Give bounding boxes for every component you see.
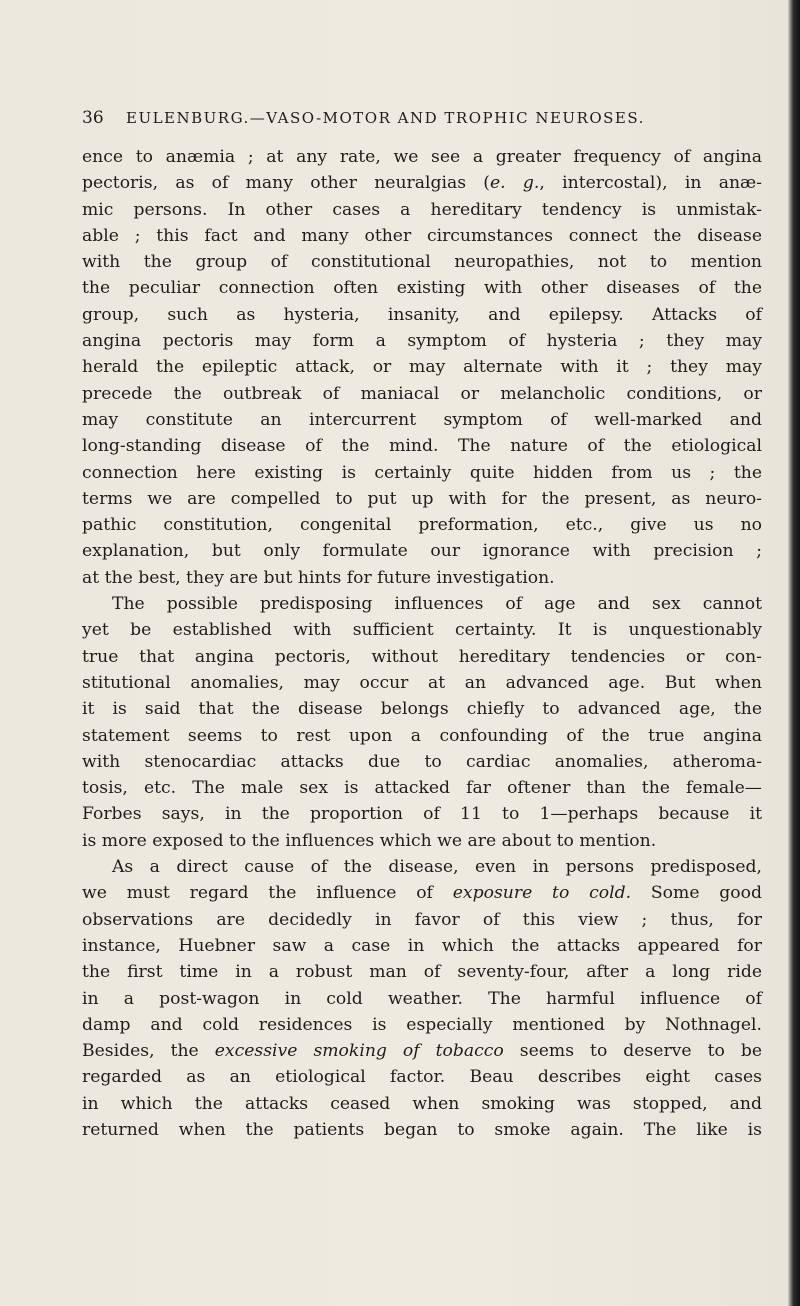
text-line — [82, 512, 762, 538]
text-run: in a post-wagon in cold weather. The harmful influence of — [82, 988, 762, 1009]
text-run: yet be established with sufficient certainty. It is unquestionably — [82, 620, 762, 641]
text-line — [82, 617, 762, 643]
italic-phrase: e. g. — [490, 173, 540, 194]
text-line — [82, 591, 762, 617]
text-run: group, such as hysteria, insanity, and epilepsy. Attacks of — [82, 304, 762, 325]
text-line — [82, 144, 762, 170]
text-line — [82, 197, 762, 223]
text-run: damp and cold residences is especially mentioned by Nothnagel. — [82, 1014, 762, 1035]
text-line — [82, 1038, 762, 1064]
text-line — [82, 249, 762, 275]
text-line — [82, 696, 762, 722]
text-line — [82, 538, 762, 564]
text-line — [82, 223, 762, 249]
text-line — [82, 959, 762, 985]
text-line — [82, 1117, 762, 1143]
text-line — [82, 460, 762, 486]
text-run: at the best, they are but hints for future investigation. — [82, 567, 555, 588]
text-line — [82, 907, 762, 933]
text-line — [82, 880, 762, 906]
text-run: pectoris, as of many other neuralgias ( — [82, 173, 491, 194]
text-run: pathic constitution, congenital preformation, etc., give us no — [82, 515, 762, 536]
text-line — [82, 854, 762, 880]
text-line — [82, 328, 762, 354]
text-run: herald the epileptic attack, or may alternate with it ; they may — [82, 357, 762, 378]
text-run: ence to anæmia ; at any rate, we see a greater frequency of angina — [82, 147, 762, 167]
text-line — [82, 1064, 762, 1090]
text-run: in which the attacks ceased when smoking was stopped, and — [82, 1093, 762, 1114]
text-run: with stenocardiac attacks due to cardiac anomalies, atheroma- — [82, 751, 762, 772]
text-line — [82, 302, 762, 328]
text-run: may constitute an intercurrent symptom of well-marked and — [82, 409, 762, 430]
text-line — [82, 486, 762, 512]
text-line — [82, 670, 762, 696]
text-run: the peculiar connection often existing with other diseases of the — [82, 278, 762, 299]
text-run: true that angina pectoris, without hereditary tendencies or con- — [82, 646, 762, 667]
text-line — [82, 644, 762, 670]
text-run: , intercostal), in anæ- — [539, 173, 762, 194]
text-run: instance, Huebner saw a case in which the attacks appeared for — [82, 935, 762, 956]
text-line — [82, 170, 762, 196]
text-run: mic persons. In other cases a hereditary tendency is unmistak- — [82, 199, 762, 220]
text-line — [82, 433, 762, 459]
text-run: observations are decidedly in favor of this view ; thus, for — [82, 909, 762, 930]
body-text — [82, 144, 762, 1143]
text-run: connection here existing is certainly quite hidden from us ; the — [82, 462, 762, 483]
text-line — [82, 275, 762, 301]
text-run: Besides, the — [82, 1041, 215, 1062]
text-line — [82, 986, 762, 1012]
text-line — [82, 828, 762, 854]
text-run: is more exposed to the influences which we are about to mention. — [82, 830, 657, 851]
text-run: with the group of constitutional neuropathies, not to mention — [82, 252, 762, 273]
text-run: As a direct cause of the disease, even in persons predisposed, — [112, 857, 762, 878]
text-line — [82, 1091, 762, 1117]
text-run: statement seems to rest upon a confounding of the true angina — [82, 725, 762, 746]
text-run: long-standing disease of the mind. The nature of the etiological — [82, 436, 762, 457]
italic-phrase: excessive smoking of tobacco — [214, 1041, 504, 1062]
text-line — [82, 723, 762, 749]
text-run: The possible predisposing influences of age and sex cannot — [112, 594, 762, 615]
text-run: regarded as an etiological factor. Beau describes eight cases — [82, 1067, 762, 1088]
text-line — [82, 407, 762, 433]
italic-phrase: exposure to cold. — [452, 883, 632, 904]
text-run: angina pectoris may form a symptom of hysteria ; they may — [82, 331, 762, 352]
text-run: precede the outbreak of maniacal or melancholic conditions, or — [82, 383, 762, 404]
text-run: seems to deserve to be — [503, 1041, 763, 1062]
text-run: we must regard the influence of — [82, 883, 453, 904]
text-line — [82, 381, 762, 407]
text-line — [82, 565, 762, 591]
text-run: the first time in a robust man of seventy-four, after a long ride — [82, 962, 762, 983]
text-line — [82, 775, 762, 801]
running-header — [82, 108, 645, 128]
text-line — [82, 749, 762, 775]
text-line — [82, 1012, 762, 1038]
text-line — [82, 933, 762, 959]
text-run: it is said that the disease belongs chiefly to advanced age, the — [82, 699, 762, 720]
text-line — [82, 354, 762, 380]
text-run: Forbes says, in the proportion of 11 to 1—perhaps because it — [82, 804, 762, 825]
page-edge-shadow — [788, 0, 800, 1306]
text-run: returned when the patients began to smoke again. The like is — [82, 1119, 762, 1140]
text-run: tosis, etc. The male sex is attacked far oftener than the female— — [82, 778, 762, 799]
text-line — [82, 801, 762, 827]
text-run: Some good — [631, 883, 763, 904]
text-run: able ; this fact and many other circumstances connect the disease — [82, 225, 762, 246]
text-run: explanation, but only formulate our ignorance with precision ; — [82, 541, 762, 562]
text-run: stitutional anomalies, may occur at an advanced age. But when — [82, 672, 762, 693]
page-number: 36 — [82, 108, 104, 128]
running-title: EULENBURG.—VASO-MOTOR AND TROPHIC NEUROSES. — [126, 109, 645, 127]
text-run: terms we are compelled to put up with for the present, as neuro- — [82, 488, 762, 509]
